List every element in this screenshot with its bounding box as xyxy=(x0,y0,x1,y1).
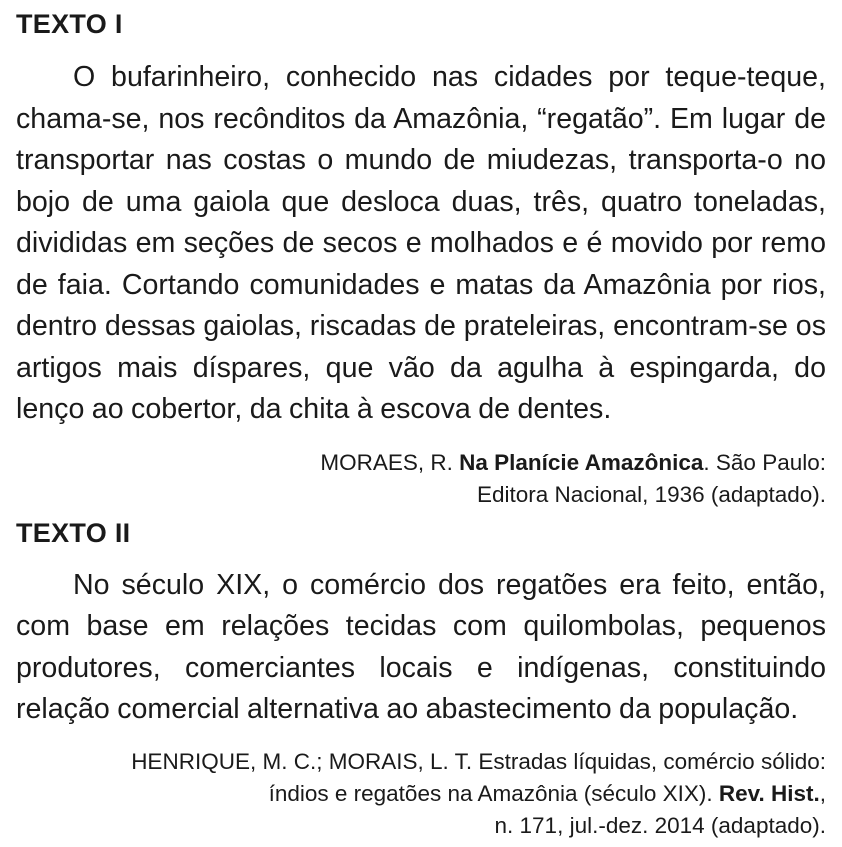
texto-ii-source xyxy=(16,746,826,842)
texto-ii-source-comma: , xyxy=(819,780,826,806)
texto-ii-source-line2: índios e regatões na Amazônia (século XIX). xyxy=(268,780,719,806)
texto-ii-source-line1: HENRIQUE, M. C.; MORAIS, L. T. Estradas líquidas, comércio sólido: xyxy=(131,748,826,774)
texto-i-source-city: . São Paulo: xyxy=(703,449,826,475)
texto-i-title: TEXTO I xyxy=(16,9,123,39)
texto-i-source xyxy=(16,447,826,511)
texto-i-source-work: Na Planície Amazônica xyxy=(459,449,704,475)
texto-ii-source-line3: n. 171, jul.-dez. 2014 (adaptado). xyxy=(494,812,826,838)
texto-i-body: O bufarinheiro, conhecido nas cidades por teque-teque, chama-se, nos recônditos da Amazônia, “regatão”. Em lugar de transportar nas costas o mundo de miudezas, transporta-o no bojo de uma gaiola que desloca duas, três, quatro toneladas, divididas em seções de secos e molhados e é movido por remo de faia. Cortando comunidades e matas da Amazônia por rios, dentro dessas gaiolas, riscadas de prateleiras, encontram-se os artigos mais díspares, que vão da agulha à espingarda, do lenço ao cobertor, da chita à escova de dentes. xyxy=(16,61,826,425)
texto-ii-body: No século XIX, o comércio dos regatões era feito, então, com base em relações tecidas com quilombolas, pequenos produtores, comerciantes locais e indígenas, constituindo relação comercial alternativa ao abastecimento da população. xyxy=(16,568,826,725)
texto-ii-source-journal: Rev. Hist. xyxy=(718,780,820,806)
texto-i-source-author: MORAES, R. xyxy=(320,449,460,475)
texto-i-source-publisher: Editora Nacional, 1936 (adaptado). xyxy=(477,481,826,507)
texto-ii-title: TEXTO II xyxy=(16,517,131,548)
